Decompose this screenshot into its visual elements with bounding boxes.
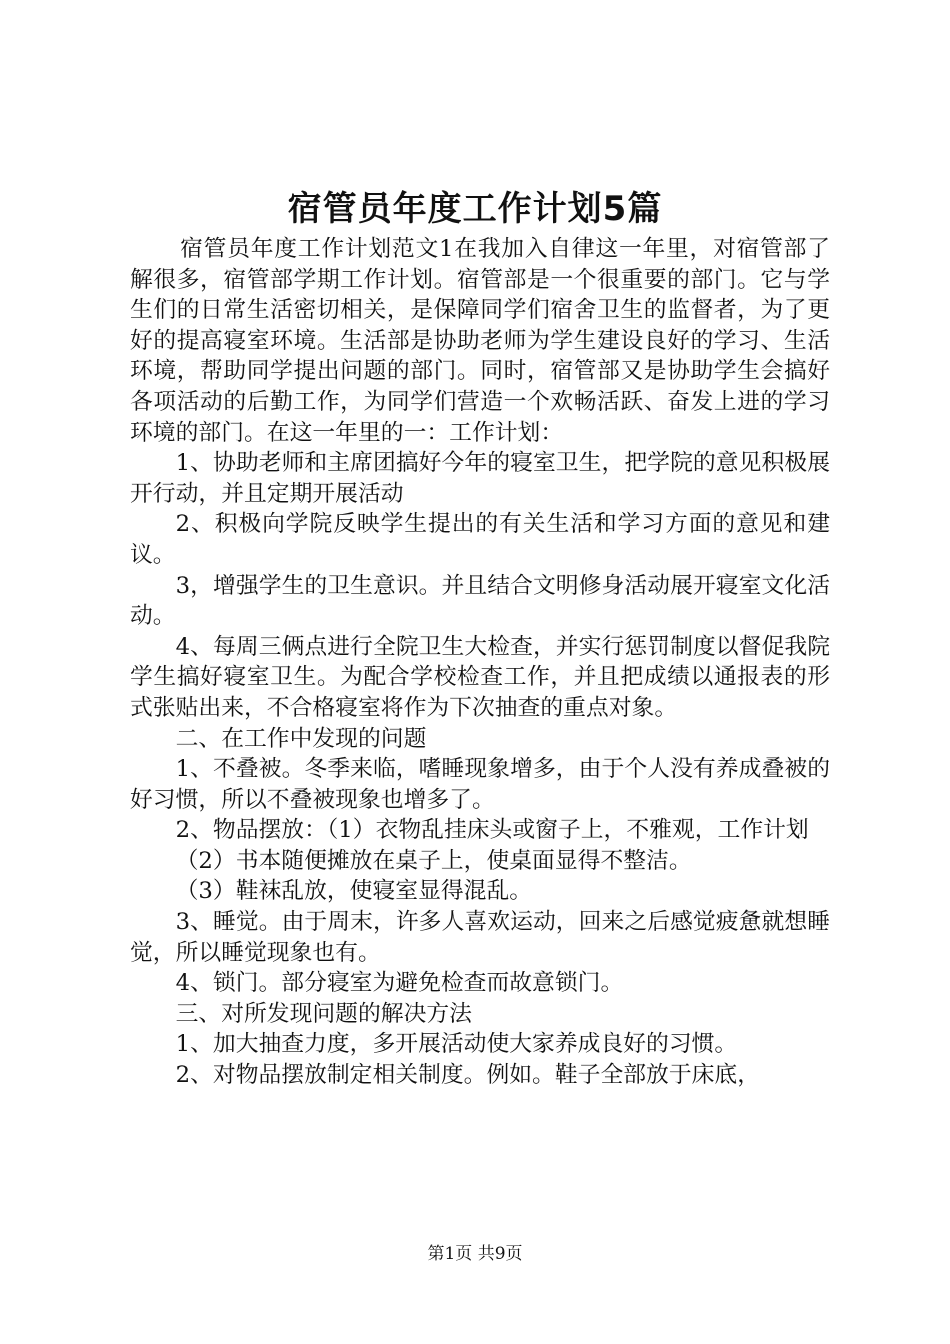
paragraph-solution-2: 2、对物品摆放制定相关制度。例如。鞋子全部放于床底，: [175, 1062, 761, 1089]
paragraph-solution-1: 1、加大抽查力度，多开展活动使大家养成良好的习惯。: [175, 1031, 738, 1058]
page-footer: 第1页 共9页: [427, 1244, 523, 1264]
paragraph-problem-2-sub2: （2）书本随便摊放在桌子上，使桌面显得不整洁。: [175, 847, 692, 874]
section-heading-solutions: 三、对所发现问题的解决方法: [175, 1000, 472, 1027]
paragraph-problem-2: 2、物品摆放：（1）衣物乱挂床头或窗子上，不雅观，工作计划: [175, 817, 809, 844]
document-body: [130, 234, 830, 1091]
paragraph-plan-4: 4、每周三俩点进行全院卫生大检查，并实行惩罚制度以督促我院学生搞好寝室卫生。为配合学校检查工作，并且把成绩以通报表的形式张贴出来，不合格寝室将作为下次抽查的重点对象。: [130, 633, 830, 721]
paragraph-plan-1: 1、协助老师和主席团搞好今年的寝室卫生，把学院的意见积极展开行动，并且定期开展活动: [130, 450, 830, 507]
paragraph-problem-4: 4、锁门。部分寝室为避免检查而故意锁门。: [175, 970, 624, 997]
section-heading-problems: 二、在工作中发现的问题: [175, 725, 427, 752]
paragraph-intro: 宿管员年度工作计划范文1在我加入自律这一年里，对宿管部了解很多，宿管部学期工作计划。宿管部是一个很重要的部门。它与学生们的日常生活密切相关，是保障同学们宿舍卫生的监督者，为了更好的提高寝室环境。生活部是协助老师为学生建设良好的学习、生活环境，帮助同学提出问题的部门。同时，宿管部又是协助学生会搞好各项活动的后勤工作，为同学们营造一个欢畅活跃、奋发上进的学习环境的部门。在这一年里的一：工作计划：: [130, 236, 830, 446]
paragraph-plan-2: 2、积极向学院反映学生提出的有关生活和学习方面的意见和建议。: [130, 511, 830, 568]
paragraph-plan-3: 3，增强学生的卫生意识。并且结合文明修身活动展开寝室文化活动。: [130, 572, 830, 630]
paragraph-problem-1: 1、不叠被。冬季来临，嗜睡现象增多，由于个人没有养成叠被的好习惯，所以不叠被现象也增多了。: [130, 756, 830, 813]
paragraph-problem-2-sub3: （3）鞋袜乱放，使寝室显得混乱。: [175, 878, 533, 905]
document-title: 宿管员年度工作计划5篇: [287, 189, 663, 229]
paragraph-problem-3: 3、睡觉。由于周末，许多人喜欢运动，回来之后感觉疲惫就想睡觉，所以睡觉现象也有。: [130, 909, 830, 966]
